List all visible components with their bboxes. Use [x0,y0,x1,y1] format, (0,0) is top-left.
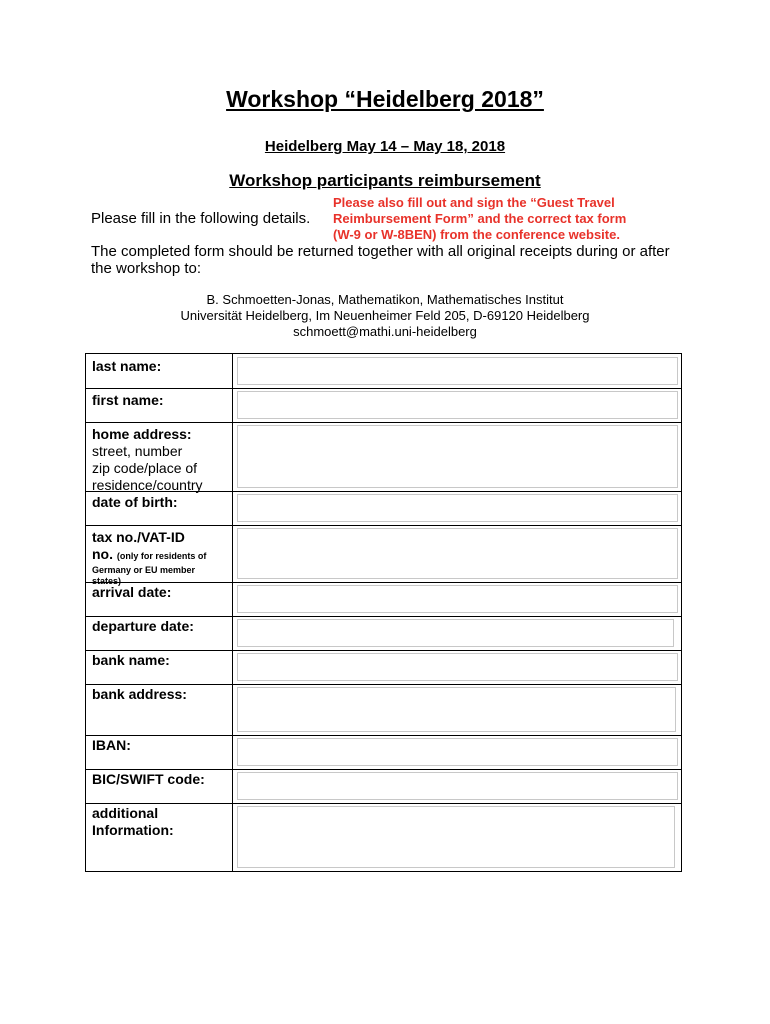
arrival-date-input[interactable] [237,585,678,613]
first-name-input[interactable] [237,391,678,419]
column-divider [232,354,233,871]
reimbursement-form [85,353,682,872]
row-divider [86,803,681,804]
notice-line: (W-9 or W-8BEN) from the conference website. [333,227,620,242]
tax-id-note: states) [92,576,122,586]
row-divider [86,616,681,617]
bic-swift-label: BIC/SWIFT code: [92,771,205,787]
bank-address-label: bank address: [92,686,187,702]
date-of-birth-input[interactable] [237,494,678,522]
iban-input[interactable] [237,738,678,766]
iban-label: IBAN: [92,737,131,753]
bank-address-input[interactable] [237,687,676,732]
departure-date-input[interactable] [237,619,674,647]
row-divider [86,388,681,389]
tax-id-note: Germany or EU member [92,565,196,575]
home-address-hint: residence/country [92,477,203,493]
departure-date-label: departure date: [92,618,194,634]
tax-id-input[interactable] [237,528,678,579]
home-address-title: home address: [92,426,192,442]
address-email: schmoett@mathi.uni-heidelberg [293,324,477,339]
row-divider [86,735,681,736]
notice-line: Please also fill out and sign the “Guest Travel [333,195,615,210]
home-address-label [92,426,203,494]
home-address-hint: street, number [92,443,183,459]
bic-swift-input[interactable] [237,772,678,800]
fill-instruction: Please fill in the following details. [91,210,311,227]
tax-id-no: no. [92,546,113,562]
row-divider [86,422,681,423]
form-heading: Workshop participants reimbursement [229,171,541,190]
home-address-input[interactable] [237,425,678,488]
tax-id-title: tax no./VAT-ID [92,529,185,545]
row-divider [86,525,681,526]
tax-form-notice [333,195,683,243]
return-instruction: The completed form should be returned together with all original receipts during or after the workshop to: [91,243,670,277]
last-name-label: last name: [92,358,162,374]
tax-id-label [92,529,206,587]
additional-info-title: Information: [92,822,174,838]
additional-info-label [92,805,174,839]
bank-name-input[interactable] [237,653,678,681]
row-divider [86,769,681,770]
tax-id-note: (only for residents of [116,551,207,561]
tax-id-title-cont [92,546,206,565]
address-line-2: Universität Heidelberg, Im Neuenheimer Feld 205, D-69120 Heidelberg [180,308,590,323]
additional-info-title: additional [92,805,159,821]
date-of-birth-label: date of birth: [92,494,178,510]
additional-info-input[interactable] [237,806,675,868]
bank-name-label: bank name: [92,652,170,668]
home-address-hint: zip code/place of [92,460,198,476]
page-title: Workshop “Heidelberg 2018” [226,86,544,112]
row-divider [86,650,681,651]
arrival-date-label: arrival date: [92,584,172,600]
first-name-label: first name: [92,392,164,408]
notice-line: Reimbursement Form” and the correct tax form [333,211,627,226]
workshop-dates: Heidelberg May 14 – May 18, 2018 [264,138,506,155]
address-line-1: B. Schmoetten-Jonas, Mathematikon, Mathematisches Institut [206,292,564,307]
row-divider [86,684,681,685]
last-name-input[interactable] [237,357,678,385]
return-address [0,292,770,340]
